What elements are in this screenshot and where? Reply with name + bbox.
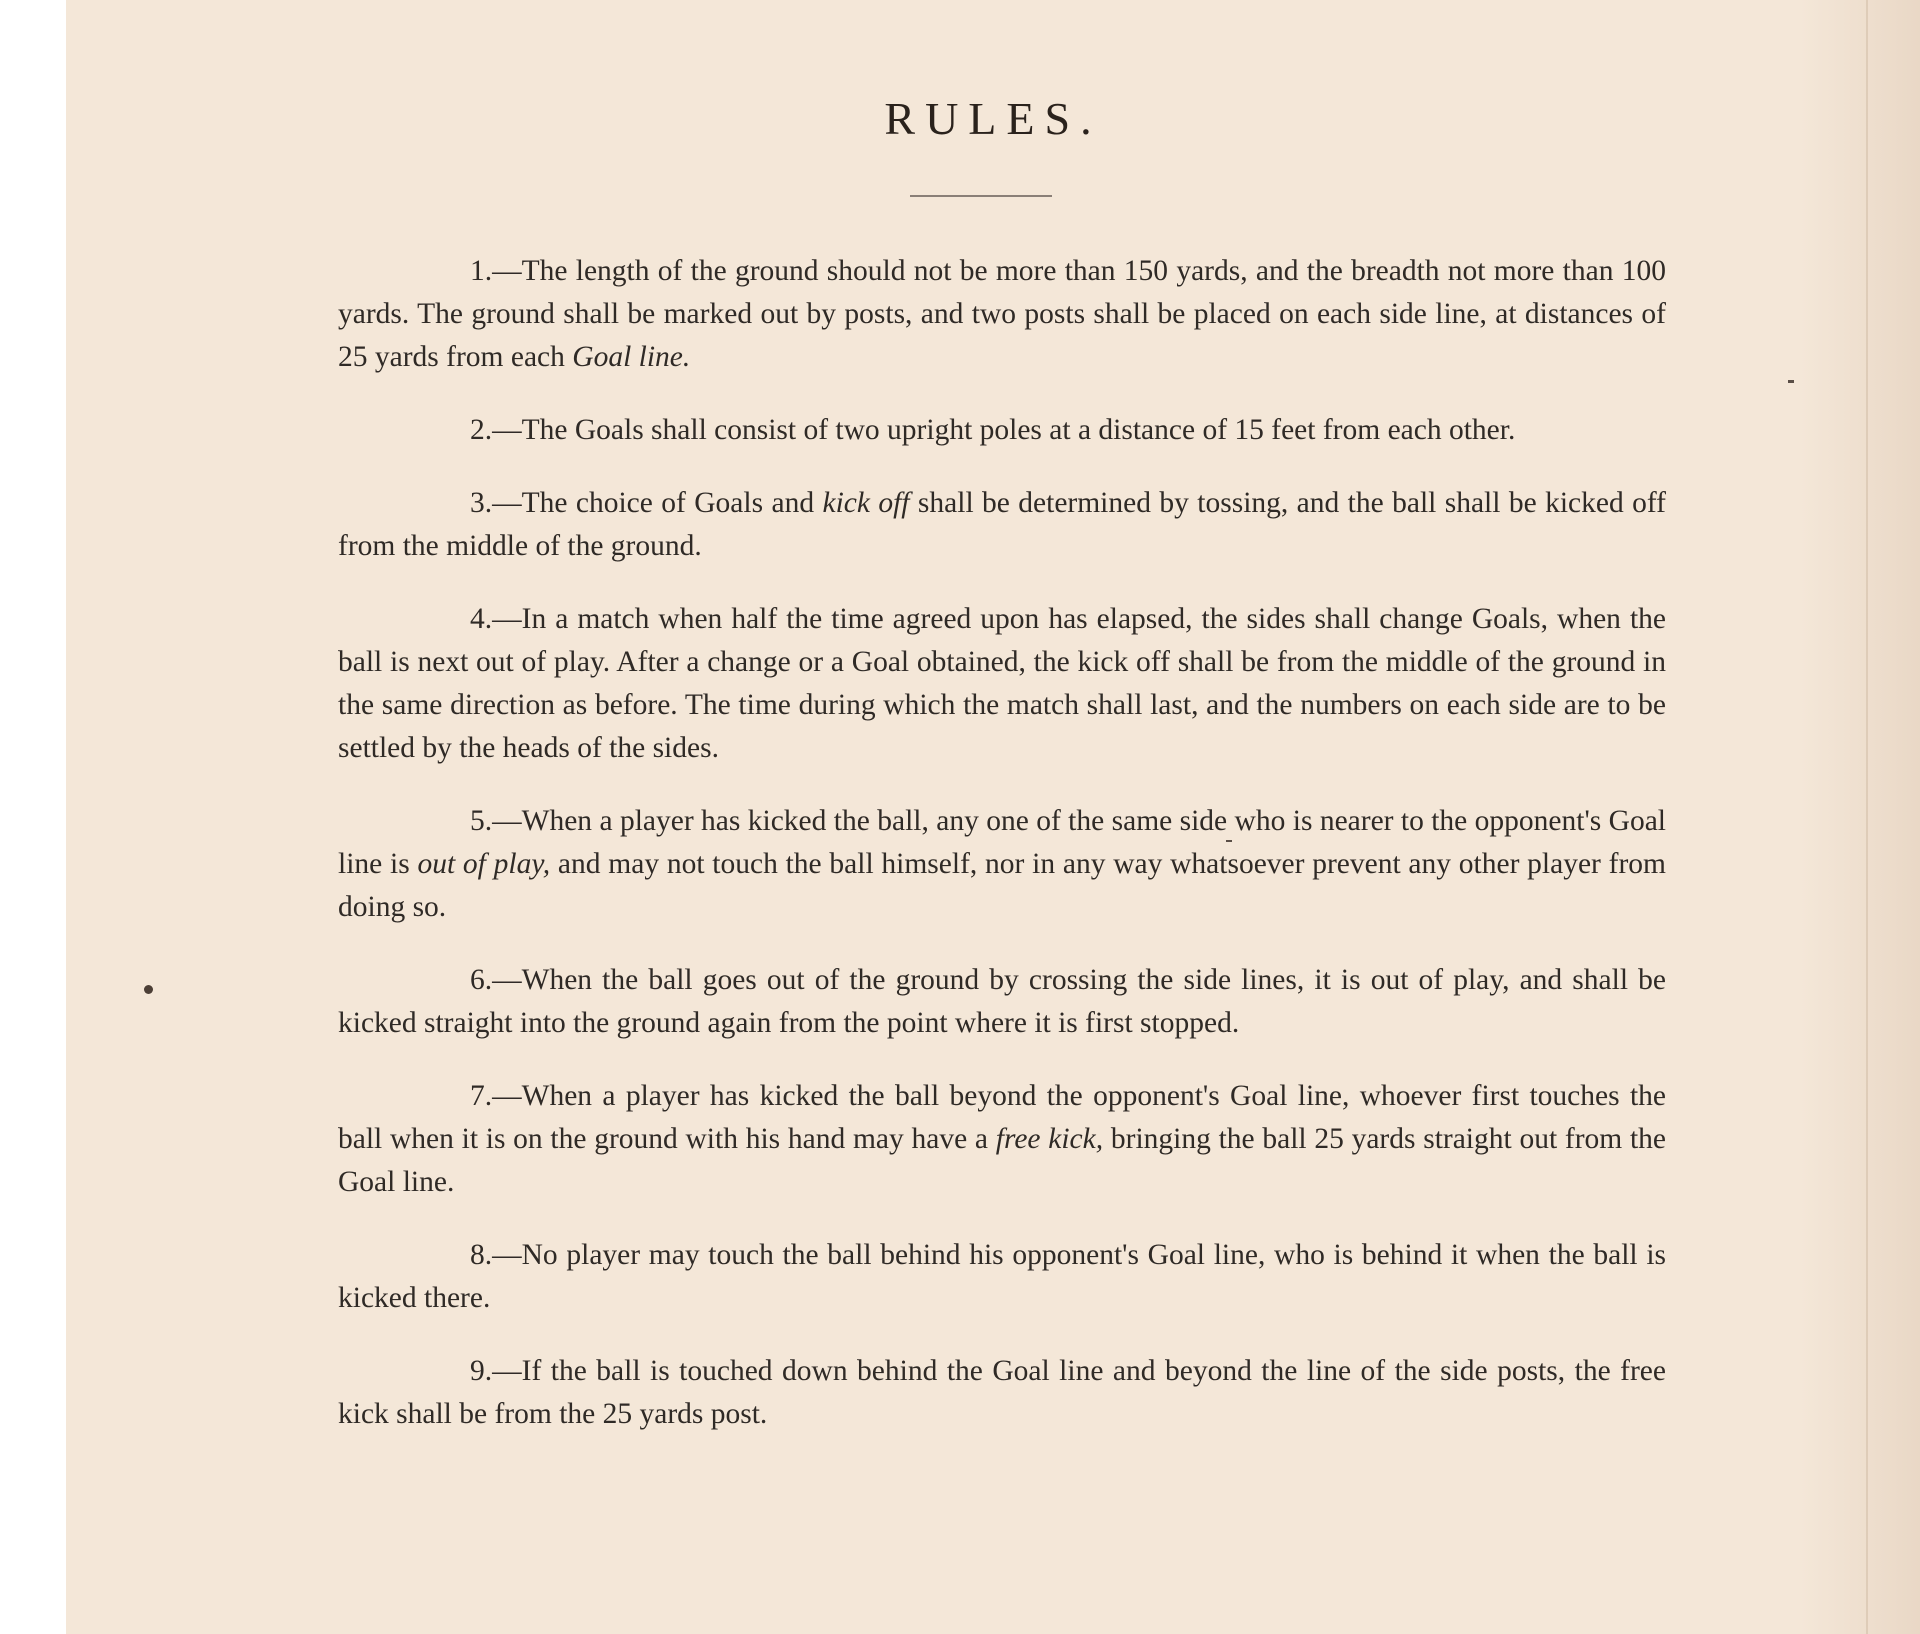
rule-text: The length of the ground should not be more than 150 yards, and the breadth not more than 100 yards. The ground shall be marked out by posts, and two posts shall be placed on each side line, at distances of 25 yards from each (338, 255, 1666, 373)
rule-text: When a player has kicked the ball, any one of the same side who is nearer to the opponent's Goal line is (338, 805, 1666, 880)
rule-3 (338, 482, 1666, 568)
rule-text: In a match when half the time agreed upon has elapsed, the sides shall change Goals, when the ball is next out of play. After a change or a Goal obtained, the kick off shall be from the middle of the ground in the same direction as before. The time during which the match shall last, and the numbers on each side are to be settled by the heads of the sides. (338, 603, 1666, 764)
rule-8 (338, 1234, 1666, 1320)
rule-text: and may not touch the ball himself, nor in any way whatsoever prevent any other player from doing so. (338, 848, 1666, 923)
rule-number: 6.— (470, 964, 522, 996)
rule-number: 5.— (470, 805, 522, 837)
ink-speck (144, 985, 153, 994)
rule-text-italic: kick off (822, 487, 910, 519)
rule-text-italic: free kick, (995, 1123, 1104, 1155)
rule-text: The Goals shall consist of two upright poles at a distance of 15 feet from each other. (521, 414, 1516, 446)
rule-2 (338, 409, 1666, 452)
page-edge-shadow (1800, 0, 1920, 1634)
rule-number: 3.— (470, 487, 522, 519)
rule-text: No player may touch the ball behind his opponent's Goal line, who is behind it when the ball is kicked there. (338, 1239, 1666, 1314)
rule-text: shall be determined by tossing, and the ball shall be kicked off from the middle of the ground. (338, 487, 1667, 562)
rule-text: If the ball is touched down behind the Goal line and beyond the line of the side posts, the free kick shall be from the 25 yards post. (338, 1355, 1666, 1430)
rule-number: 4.— (470, 603, 522, 635)
ink-mark (1226, 840, 1232, 842)
rule-number: 1.— (470, 255, 522, 287)
rule-text: When the ball goes out of the ground by crossing the side lines, it is out of play, and shall be kicked straight into the ground again from the point where it is first stopped. (338, 964, 1666, 1039)
rule-text: bringing the ball 25 yards straight out from the Goal line. (338, 1123, 1667, 1198)
rule-number: 2.— (470, 414, 522, 446)
rule-text: When a player has kicked the ball beyond the opponent's Goal line, whoever first touches the ball when it is on the ground with his hand may have a (338, 1080, 1666, 1155)
rule-5 (338, 800, 1666, 929)
rule-number: 8.— (470, 1239, 522, 1271)
rule-7 (338, 1075, 1666, 1204)
rule-number: 7.— (470, 1080, 522, 1112)
rule-4 (338, 598, 1666, 770)
rule-text-italic: out of play, (417, 848, 551, 880)
document-page (66, 0, 1920, 1634)
rule-text-italic: Goal line. (572, 341, 691, 373)
rule-number: 9.— (470, 1355, 522, 1387)
rule-9 (338, 1350, 1666, 1436)
title-divider (910, 195, 1052, 197)
page-fold-line (1866, 0, 1868, 1634)
rules-list (338, 250, 1666, 1466)
page-margin (0, 0, 66, 1634)
rule-text: The choice of Goals and (521, 487, 823, 519)
ink-mark (1788, 380, 1794, 383)
page-title: RULES. (884, 93, 1102, 144)
rule-6 (338, 959, 1666, 1045)
rule-1 (338, 250, 1666, 379)
